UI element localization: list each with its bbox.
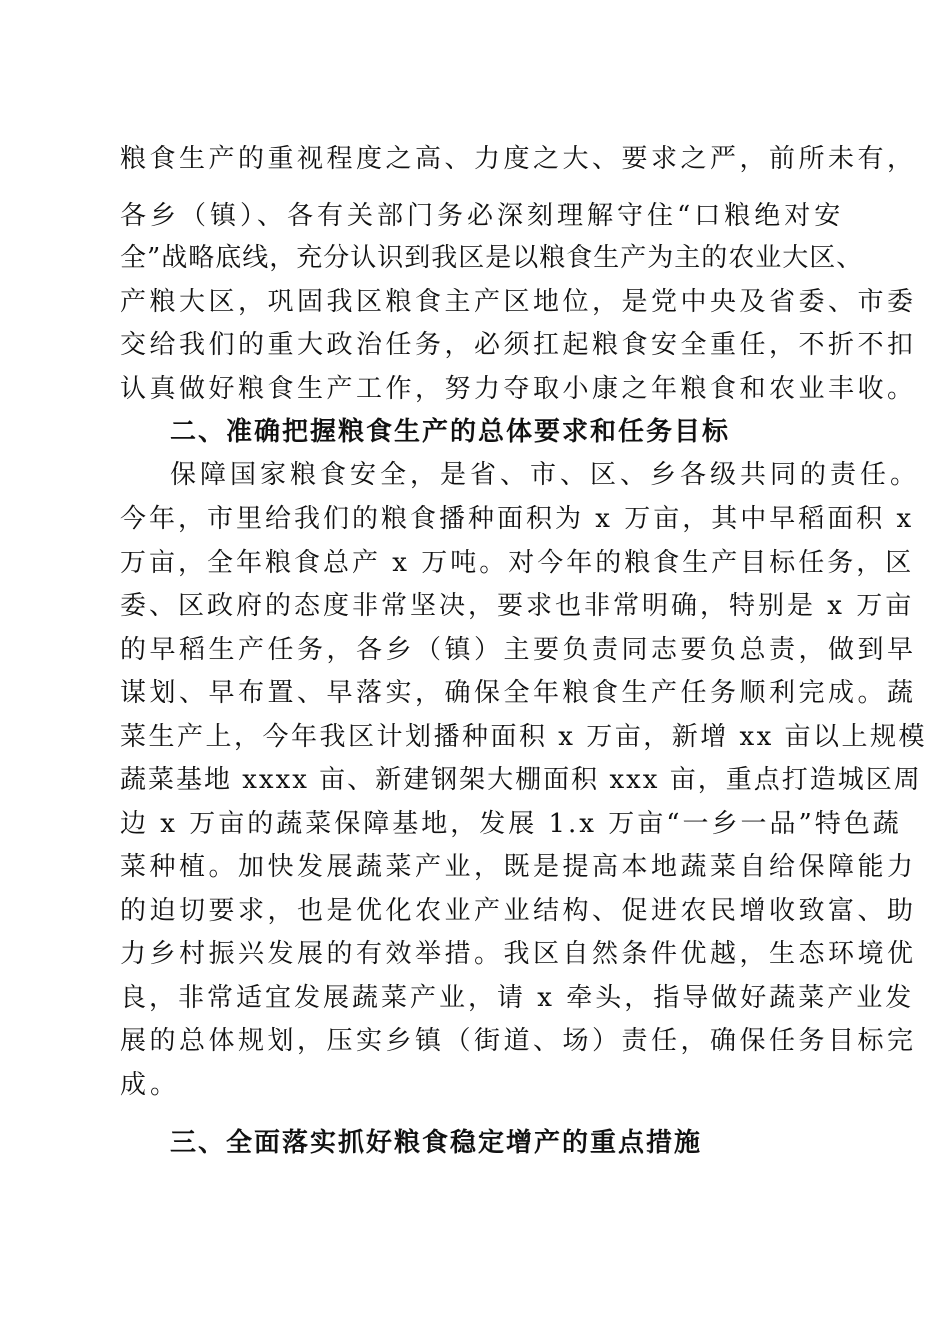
body-line: 委、区政府的态度非常坚决，要求也非常明确，特别是 x 万亩 <box>120 591 915 621</box>
body-line: 边 x 万亩的蔬菜保障基地，发展 1.x 万亩“一乡一品”特色蔬 <box>120 809 902 839</box>
body-line: 谋划、早布置、早落实，确保全年粮食生产任务顺利完成。蔬 <box>120 678 917 708</box>
body-line: 认真做好粮食生产工作，努力夺取小康之年粮食和农业丰收。 <box>120 374 917 404</box>
body-line: 良，非常适宜发展蔬菜产业，请 x 牵头，指导做好蔬菜产业发 <box>120 983 915 1013</box>
section-heading-3: 三、全面落实抓好粮食稳定增产的重点措施 <box>170 1128 703 1158</box>
body-line: 菜生产上，今年我区计划播种面积 x 万亩，新增 xx 亩以上规模 <box>120 722 928 752</box>
body-line: 产粮大区，巩固我区粮食主产区地位，是党中央及省委、市委 <box>120 287 917 317</box>
body-line: 的迫切要求，也是优化农业产业结构、促进农民增收致富、助 <box>120 896 917 926</box>
body-line: 粮食生产的重视程度之高、力度之大、要求之严，前所未有， <box>120 144 917 174</box>
body-line: 各乡（镇）、各有关部门务必深刻理解守住“口粮绝对安 <box>120 201 845 231</box>
body-line: 蔬菜基地 xxxx 亩、新建钢架大棚面积 xxx 亩，重点打造城区周 <box>120 765 922 795</box>
body-line: 的早稻生产任务，各乡（镇）主要负责同志要负总责，做到早 <box>120 635 917 665</box>
body-line: 展的总体规划，压实乡镇（街道、场）责任，确保任务目标完 <box>120 1026 917 1056</box>
body-line: 菜种植。加快发展蔬菜产业，既是提高本地蔬菜自给保障能力 <box>120 852 917 882</box>
body-line: 交给我们的重大政治任务，必须扛起粮食安全重任，不折不扣 <box>120 330 917 360</box>
section-heading-2: 二、准确把握粮食生产的总体要求和任务目标 <box>170 417 731 447</box>
body-line: 今年，市里给我们的粮食播种面积为 x 万亩，其中早稻面积 x <box>120 504 915 534</box>
paragraph-first-line: 保障国家粮食安全，是省、市、区、乡各级共同的责任。 <box>170 460 921 490</box>
body-line: 成。 <box>120 1070 181 1100</box>
body-line: 万亩，全年粮食总产 x 万吨。对今年的粮食生产目标任务，区 <box>120 548 915 578</box>
body-line: 全”战略底线，充分认识到我区是以粮食生产为主的农业大区、 <box>120 243 864 273</box>
body-line: 力乡村振兴发展的有效举措。我区自然条件优越，生态环境优 <box>120 939 917 969</box>
